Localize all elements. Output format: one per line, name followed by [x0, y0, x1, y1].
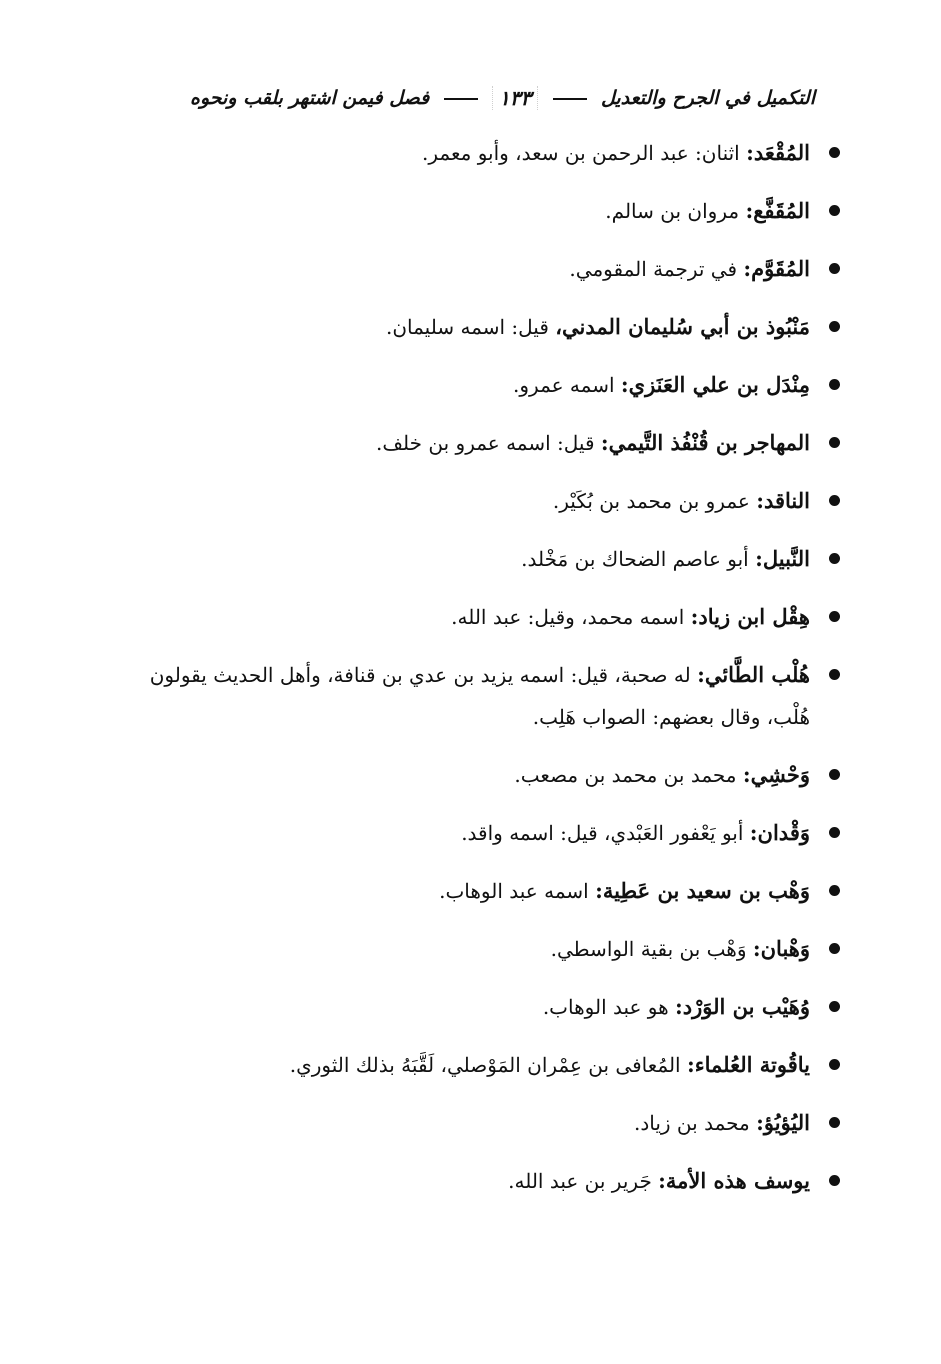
- page-number: ١٣٣: [492, 86, 538, 110]
- bullet-icon: [829, 885, 840, 896]
- bullet-icon: [829, 495, 840, 506]
- header-separator-right: [549, 87, 591, 109]
- bullet-icon: [829, 263, 840, 274]
- entry-term: وَهْب بن سعيد بن عَطِية:: [595, 878, 810, 903]
- entry-description: له صحبة، قيل: اسمه يزيد بن عدي بن قنافة، وأهل الحديث يقولون هُلْب، وقال بعضهم: الصواب هَلِب.: [149, 663, 810, 729]
- bullet-icon: [829, 1175, 840, 1186]
- book-title: التكميل في الجرح والتعديل: [600, 87, 815, 109]
- section-title: فصل فيمن اشتهر بلقب ونحوه: [190, 87, 430, 109]
- entry-description: عمرو بن محمد بن بُكَيْر.: [552, 489, 750, 513]
- list-item: [140, 538, 840, 580]
- entry-term: وَحْشِي:: [742, 762, 810, 787]
- list-item: [140, 870, 840, 912]
- bullet-icon: [829, 1059, 840, 1070]
- entry-description: قيل: اسمه سليمان.: [385, 315, 549, 339]
- entry-term: المُقَوَّم:: [743, 256, 810, 281]
- entry-term: مِنْدَل بن علي العَنَزي:: [620, 372, 810, 397]
- running-header: [190, 78, 815, 118]
- entry-term: ياقُوتة العُلماء:: [686, 1052, 810, 1077]
- entry-term: اليُؤيُؤ:: [756, 1110, 810, 1135]
- entry-term: مَنْبُوذ بن أبي سُليمان المدني،: [555, 314, 810, 339]
- entry-description: اسمه عمرو.: [513, 373, 615, 397]
- entry-description: اثنان: عبد الرحمن بن سعد، وأبو معمر.: [422, 141, 740, 165]
- entry-term: المُقَفَّع:: [745, 198, 810, 223]
- entry-description: محمد بن محمد بن مصعب.: [514, 763, 737, 787]
- entry-term: وُهَيْب بن الوَرْد:: [675, 994, 810, 1019]
- bullet-icon: [829, 205, 840, 216]
- list-item: [140, 754, 840, 796]
- bullet-icon: [829, 147, 840, 158]
- list-item: [140, 306, 840, 348]
- entry-term: يوسف هذه الأمة:: [658, 1168, 810, 1193]
- list-item: [140, 986, 840, 1028]
- bullet-icon: [829, 943, 840, 954]
- list-item: [140, 1102, 840, 1144]
- bullet-icon: [829, 553, 840, 564]
- entry-description: اسمه عبد الوهاب.: [439, 879, 589, 903]
- bullet-icon: [829, 437, 840, 448]
- entry-description: المُعافى بن عِمْران المَوْصلي، لَقَّبَهُ بذلك الثوري.: [289, 1053, 681, 1077]
- bullet-icon: [829, 611, 840, 622]
- entry-term: وَهْبان:: [752, 936, 810, 961]
- list-item: [140, 654, 840, 738]
- list-item: [140, 132, 840, 174]
- entry-list: [140, 132, 840, 1218]
- entry-description: أبو عاصم الضحاك بن مَخْلد.: [521, 547, 749, 571]
- entry-term: المهاجر بن قُنْفُذ التَّيمي:: [600, 430, 810, 455]
- entry-description: محمد بن زياد.: [633, 1111, 750, 1135]
- entry-term: هُلْب الطَّائي:: [697, 662, 810, 687]
- entry-description: في ترجمة المقومي.: [569, 257, 738, 281]
- list-item: [140, 422, 840, 464]
- entry-term: الناقد:: [756, 488, 810, 513]
- entry-term: هِقْل ابن زياد:: [690, 604, 810, 629]
- entry-description: وَهْب بن بقية الواسطي.: [550, 937, 747, 961]
- list-item: [140, 1044, 840, 1086]
- bullet-icon: [829, 669, 840, 680]
- list-item: [140, 928, 840, 970]
- entry-term: النَّبيل:: [755, 546, 810, 571]
- list-item: [140, 364, 840, 406]
- bullet-icon: [829, 1001, 840, 1012]
- entry-term: وَقْدان:: [749, 820, 810, 845]
- list-item: [140, 596, 840, 638]
- entry-description: هو عبد الوهاب.: [542, 995, 669, 1019]
- list-item: [140, 190, 840, 232]
- entry-description: اسمه محمد، وقيل: عبد الله.: [451, 605, 685, 629]
- entry-term: المُقْعَد:: [746, 140, 810, 165]
- bullet-icon: [829, 827, 840, 838]
- entry-description: قيل: اسمه عمرو بن خلف.: [375, 431, 595, 455]
- list-item: [140, 248, 840, 290]
- list-item: [140, 812, 840, 854]
- list-item: [140, 480, 840, 522]
- bullet-icon: [829, 1117, 840, 1128]
- header-separator-left: [440, 87, 482, 109]
- entry-description: أبو يَعْفور العَبْدي، قيل: اسمه واقد.: [461, 821, 744, 845]
- list-item: [140, 1160, 840, 1202]
- bullet-icon: [829, 321, 840, 332]
- entry-description: مروان بن سالم.: [605, 199, 740, 223]
- entry-description: جَرير بن عبد الله.: [508, 1169, 652, 1193]
- bullet-icon: [829, 769, 840, 780]
- bullet-icon: [829, 379, 840, 390]
